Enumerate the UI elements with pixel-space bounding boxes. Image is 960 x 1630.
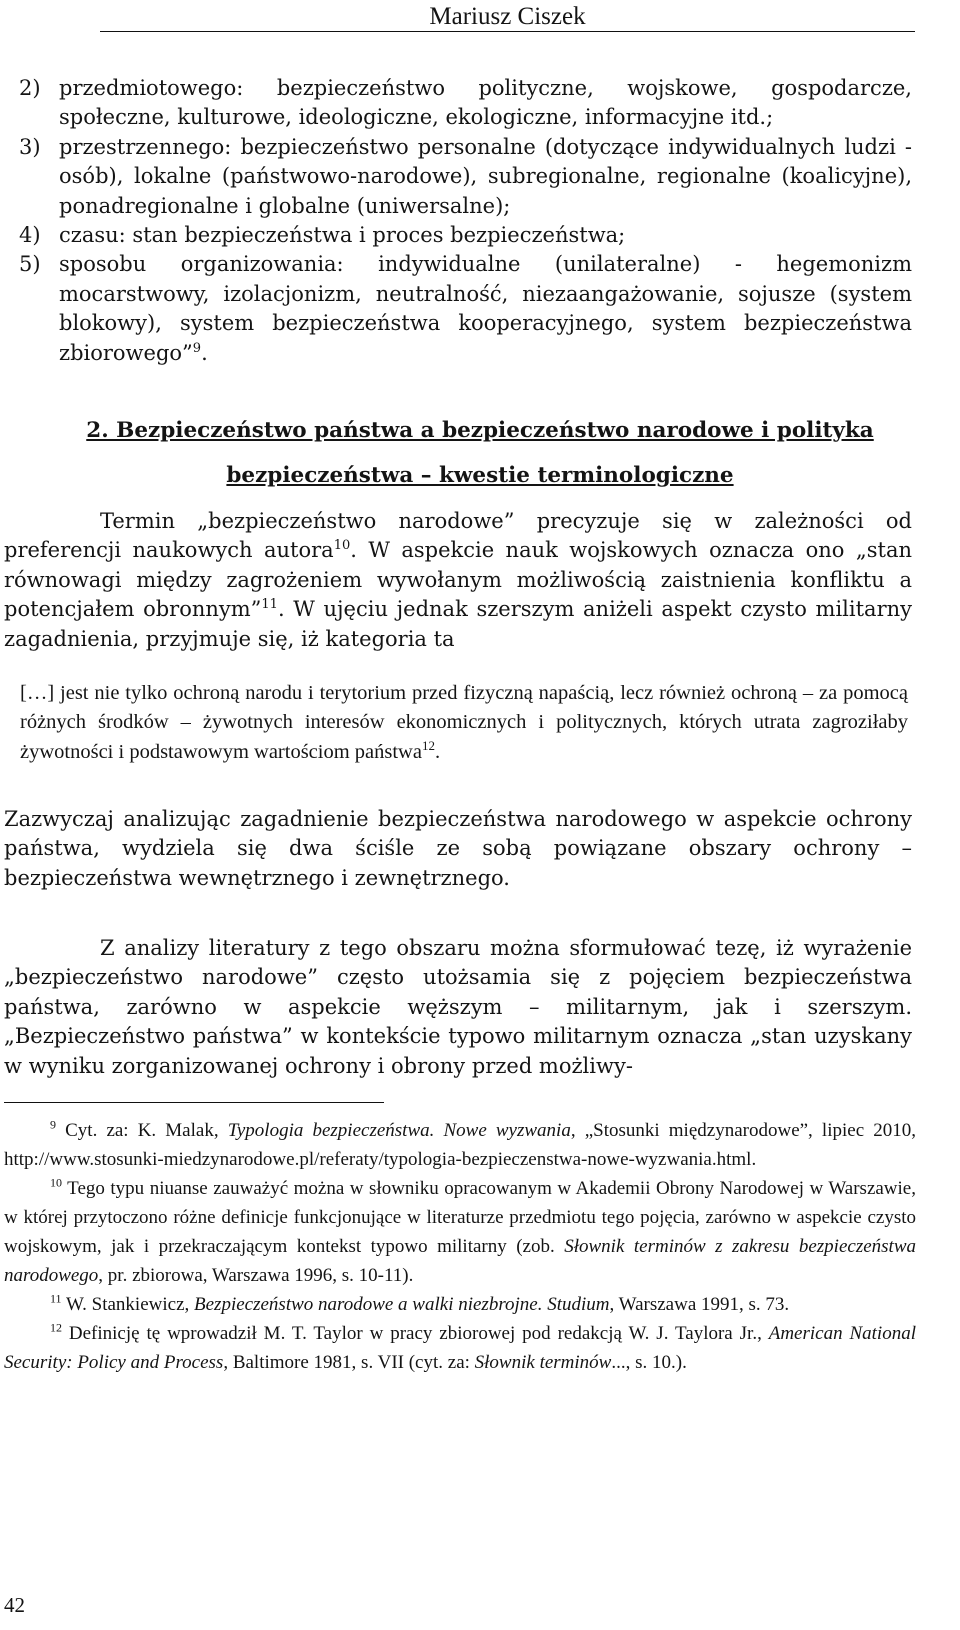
section-heading-text: 2. Bezpieczeństwo państwa a bezpieczeństwo narodowe i polityka xyxy=(86,418,874,443)
footnote-title: American National Security: Policy and Process xyxy=(4,1323,916,1373)
footnote-separator xyxy=(4,1102,384,1103)
classification-list xyxy=(4,74,912,368)
footnote-title: Słownik terminów xyxy=(474,1352,612,1373)
running-head-author: Mariusz Ciszek xyxy=(429,3,586,30)
page-number: 42 xyxy=(4,1593,25,1617)
list-item-number: 5) xyxy=(19,252,41,277)
footnote-ref[interactable]: 10 xyxy=(333,538,351,554)
list-item-text: sposobu organizowania: indywidualne (unilateralne) - hegemonizm mocarstwowy, izolacjonizm, neutralność, niezaangażowanie, sojusze (system blokowy), system bezpieczeństwa kooperacyjnego, system bezpieczeństwa zbiorowego” xyxy=(59,252,912,365)
footnote-ref[interactable]: 9 xyxy=(192,340,202,356)
footnote-text: Definicję tę wprowadził M. T. Taylor w pracy zbiorowej pod redakcją W. J. Taylora Jr., xyxy=(62,1323,769,1344)
paragraph-text: . W ujęciu jednak szerszym aniżeli aspekt czysto militarny zagadnienia, przyjmuje się, iż kategoria ta xyxy=(4,597,912,651)
footnote-text: W. Stankiewicz, xyxy=(61,1294,195,1315)
list-item-text: czasu: stan bezpieczeństwa i proces bezpieczeństwa; xyxy=(59,223,626,248)
paragraph xyxy=(4,507,912,654)
footnote-text: , „Stosunki międzynarodowe”, lipiec 2010, http://www.stosunki-miedzynarodowe.pl/referaty/typologia-bezpieczenstwa-nowe-wyzwania.html. xyxy=(4,1120,916,1170)
list-item xyxy=(4,74,912,133)
paragraph xyxy=(4,805,912,893)
punctuation: . xyxy=(434,740,441,763)
footnote-ref[interactable]: 12 xyxy=(421,737,435,753)
section-heading-text: bezpieczeństwa – kwestie terminologiczne xyxy=(226,463,734,488)
footnote-11 xyxy=(4,1290,916,1319)
list-item-number: 4) xyxy=(19,223,41,248)
footnote-number: 12 xyxy=(50,1320,62,1335)
paragraph xyxy=(4,934,912,1081)
footnote-title: Typologia bezpieczeństwa. Nowe wyzwania xyxy=(227,1120,571,1141)
footnote-title: Słownik terminów z zakresu bezpieczeństwa narodowego xyxy=(4,1236,916,1286)
footnote-ref[interactable]: 11 xyxy=(261,597,278,613)
list-item xyxy=(4,250,912,368)
footnote-number: 11 xyxy=(50,1291,62,1306)
footnote-10 xyxy=(4,1174,916,1290)
footnote-text: Cyt. za: K. Malak, xyxy=(56,1120,228,1141)
footnote-9 xyxy=(4,1116,916,1174)
paragraph-text: . W aspekcie nauk wojskowych oznacza ono „stan równowagi między zagrożeniem wywołanym możliwością zaistnienia konfliktu a potencjałem obronnym” xyxy=(4,538,912,622)
section-heading-line-2 xyxy=(0,463,960,488)
footnote-12 xyxy=(4,1319,916,1377)
footnotes xyxy=(4,1116,916,1377)
list-item-number: 3) xyxy=(19,134,41,159)
footnote-title: Bezpieczeństwo narodowe a walki niezbrojne. Studium xyxy=(194,1294,610,1315)
footnote-text: Tego typu niuanse zauważyć można w słowniku opracowanym w Akademii Obrony Narodowej w Warszawie, w której przytoczono różne definicje funkcjonujące w literaturze przedmiotu tego pojęcia, zarówno w aspekcie czysto wojskowym, jak i przekraczającym kontekst typowo militarny (zob. xyxy=(4,1178,916,1257)
footnote-number: 9 xyxy=(50,1117,56,1132)
list-item xyxy=(4,221,912,250)
paragraph-text: Z analizy literatury z tego obszaru można sformułować tezę, iż wyrażenie „bezpieczeństwo narodowe” często utożsamia się z pojęciem bezpieczeństwa państwa, zarówno w aspekcie węższym – militarnym, jak i szerszym. „Bezpieczeństwo państwa” w kontekście typowo militarnym oznacza „stan uzyskany w wyniku zorganizowanej ochrony i obrony przed możliwy- xyxy=(4,936,912,1078)
section-heading-line-1 xyxy=(0,418,960,443)
quote-text: […] jest nie tylko ochroną narodu i terytorium przed fizyczną napaścią, lecz również ochroną – za pomocą różnych środków – żywotnych interesów ekonomicznych i politycznych, których utrata zagroziłaby żywotności i podstawowym wartościom państwa xyxy=(20,682,908,763)
paragraph-text: Zazwyczaj analizując zagadnienie bezpieczeństwa narodowego w aspekcie ochrony państwa, wydziela się dwa ściśle ze sobą powiązane obszary ochrony – bezpieczeństwa wewnętrznego i zewnętrznego. xyxy=(4,807,912,890)
block-quote xyxy=(20,679,908,767)
header-rule-right xyxy=(588,7,915,32)
list-item-number: 2) xyxy=(19,76,41,100)
paragraph-text: Termin „bezpieczeństwo narodowe” precyzuje się w zależności od preferencji naukowych autora xyxy=(4,509,912,563)
running-head xyxy=(100,2,915,32)
footnote-text: , pr. zbiorowa, Warszawa 1996, s. 10-11). xyxy=(98,1265,414,1286)
footnote-text: , Baltimore 1981, s. VII (cyt. za: xyxy=(223,1352,475,1373)
list-item-text: przestrzennego: bezpieczeństwo personalne (dotyczące indywidualnych ludzi - osób), lokalne (państwowo-narodowe), subregionalne, regionalne (koalicyjne), ponadregionalne i globalne (uniwersalne); xyxy=(59,134,912,218)
punctuation: . xyxy=(201,340,208,365)
footnote-number: 10 xyxy=(50,1175,62,1190)
list-item xyxy=(4,133,912,221)
list-item-text: przedmiotowego: bezpieczeństwo polityczne, wojskowe, gospodarcze, społeczne, kulturowe, ideologiczne, ekologiczne, informacyjne itd.; xyxy=(59,76,912,130)
footnote-text: ..., s. 10.). xyxy=(611,1352,687,1373)
footnote-text: , Warszawa 1991, s. 73. xyxy=(609,1294,790,1315)
header-rule-left xyxy=(100,7,427,32)
